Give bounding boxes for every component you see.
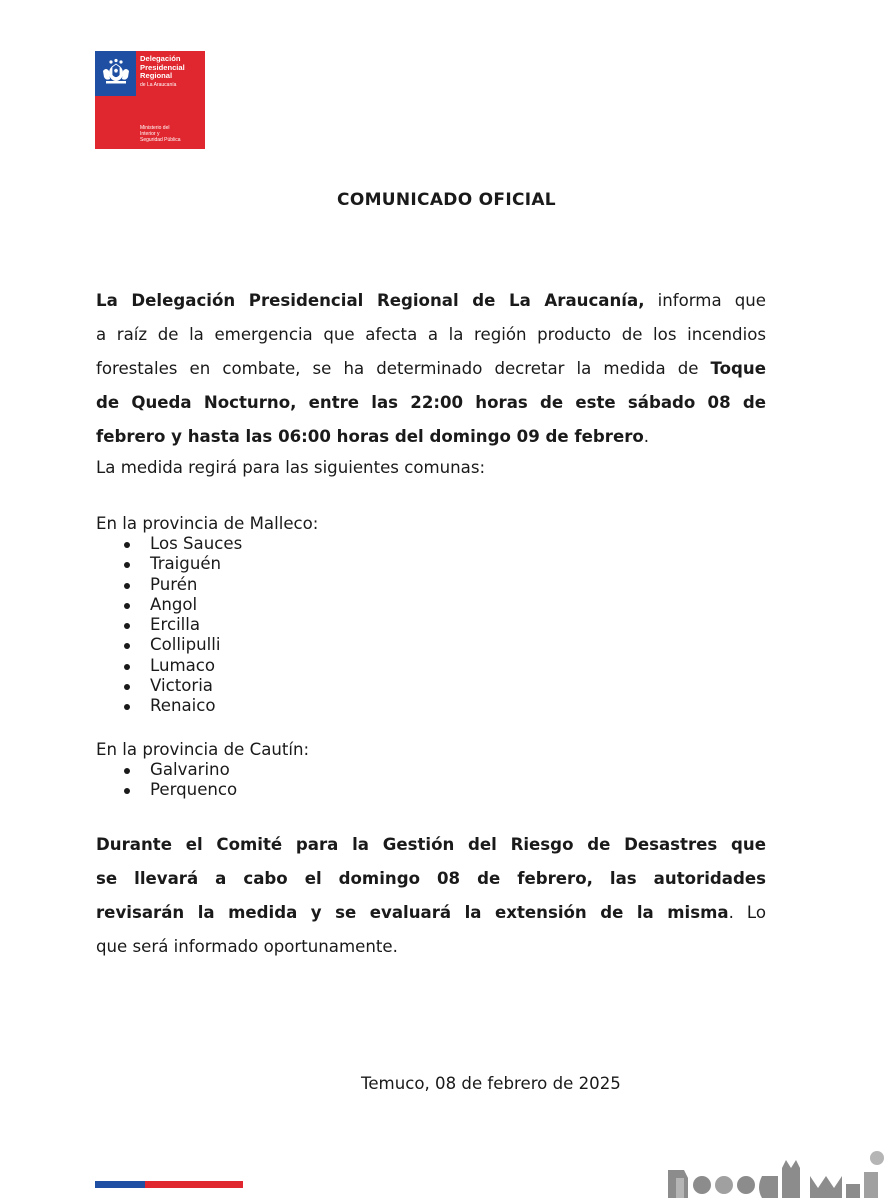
paragraph-line: [96, 862, 766, 896]
bold-text: revisarán la medida y se evaluará la extensión de la misma: [96, 903, 729, 922]
list-item: Lumaco: [120, 656, 242, 676]
logo-ministry-line-2: Interior y: [140, 131, 160, 137]
issuer-name: La Delegación Presidencial Regional de La Araucanía,: [96, 291, 645, 310]
list-item: Los Sauces: [120, 534, 242, 554]
footer-red-segment: [145, 1181, 243, 1188]
logo-line-2: Presidencial: [140, 62, 185, 72]
paragraph-line: que será informado oportunamente.: [96, 937, 398, 956]
logo-flag-column: [95, 51, 136, 149]
paragraph-line: a raíz de la emergencia que afecta a la región producto de los incendios: [96, 325, 766, 344]
malleco-list: [120, 534, 242, 717]
institution-logo: [95, 51, 205, 149]
bold-text: se llevará a cabo el domingo 08 de febrero, las autoridades: [96, 869, 766, 888]
logo-ministry: [140, 125, 181, 143]
list-item: Collipulli: [120, 635, 242, 655]
document-title: COMUNICADO OFICIAL: [337, 190, 556, 210]
text-fragment: forestales en combate, se ha determinado decretar la medida de: [96, 359, 711, 378]
list-item: Victoria: [120, 676, 242, 696]
cautin-heading: En la provincia de Cautín:: [96, 740, 310, 759]
curfew-text: febrero y hasta las 06:00 horas del domingo 09 de febrero: [96, 427, 644, 446]
text-fragment: .: [643, 427, 650, 446]
list-item: Perquenco: [120, 780, 237, 800]
logo-ministry-line-1: Ministerio del: [140, 125, 170, 131]
cautin-list: [120, 760, 237, 801]
paragraph-line: [96, 420, 766, 454]
list-item: Renaico: [120, 696, 242, 716]
bold-text: Durante el Comité para la Gestión del Riesgo de Desastres que: [96, 835, 766, 854]
logo-line-3: Regional: [140, 71, 173, 81]
text-fragment: informa que: [644, 291, 766, 310]
text-fragment: . Lo: [728, 903, 766, 922]
list-item: Traiguén: [120, 554, 242, 574]
logo-text-panel: [136, 51, 205, 149]
list-item: Ercilla: [120, 615, 242, 635]
logo-red-block: [95, 96, 136, 149]
paragraph-line: [96, 352, 766, 386]
chile-coat-of-arms-icon: [100, 57, 132, 87]
list-item: Angol: [120, 595, 242, 615]
communes-intro: La medida regirá para las siguientes comunas:: [96, 458, 486, 477]
footer-blue-segment: [95, 1181, 145, 1188]
curfew-text: de Queda Nocturno, entre las 22:00 horas de este sábado 08 de: [96, 393, 766, 412]
curfew-text: Toque: [710, 359, 766, 378]
list-item: Galvarino: [120, 760, 237, 780]
committee-paragraph: [96, 828, 766, 964]
logo-region: de La Araucanía: [140, 82, 177, 88]
paragraph-line: [96, 284, 766, 318]
logo-title: [140, 55, 185, 81]
logo-line-1: Delegación: [140, 54, 181, 63]
paragraph-line: [96, 896, 766, 930]
malleco-heading: En la provincia de Malleco:: [96, 514, 319, 533]
paragraph-line: [96, 828, 766, 862]
announcement-paragraph: [96, 284, 766, 454]
document-date: Temuco, 08 de febrero de 2025: [361, 1074, 621, 1093]
footer-color-bar: [95, 1181, 243, 1188]
footer-decorative-icon: [666, 1148, 893, 1200]
logo-ministry-line-3: Seguridad Pública: [140, 137, 181, 143]
logo-blue-block: [95, 51, 136, 96]
paragraph-line: [96, 386, 766, 420]
list-item: Purén: [120, 575, 242, 595]
